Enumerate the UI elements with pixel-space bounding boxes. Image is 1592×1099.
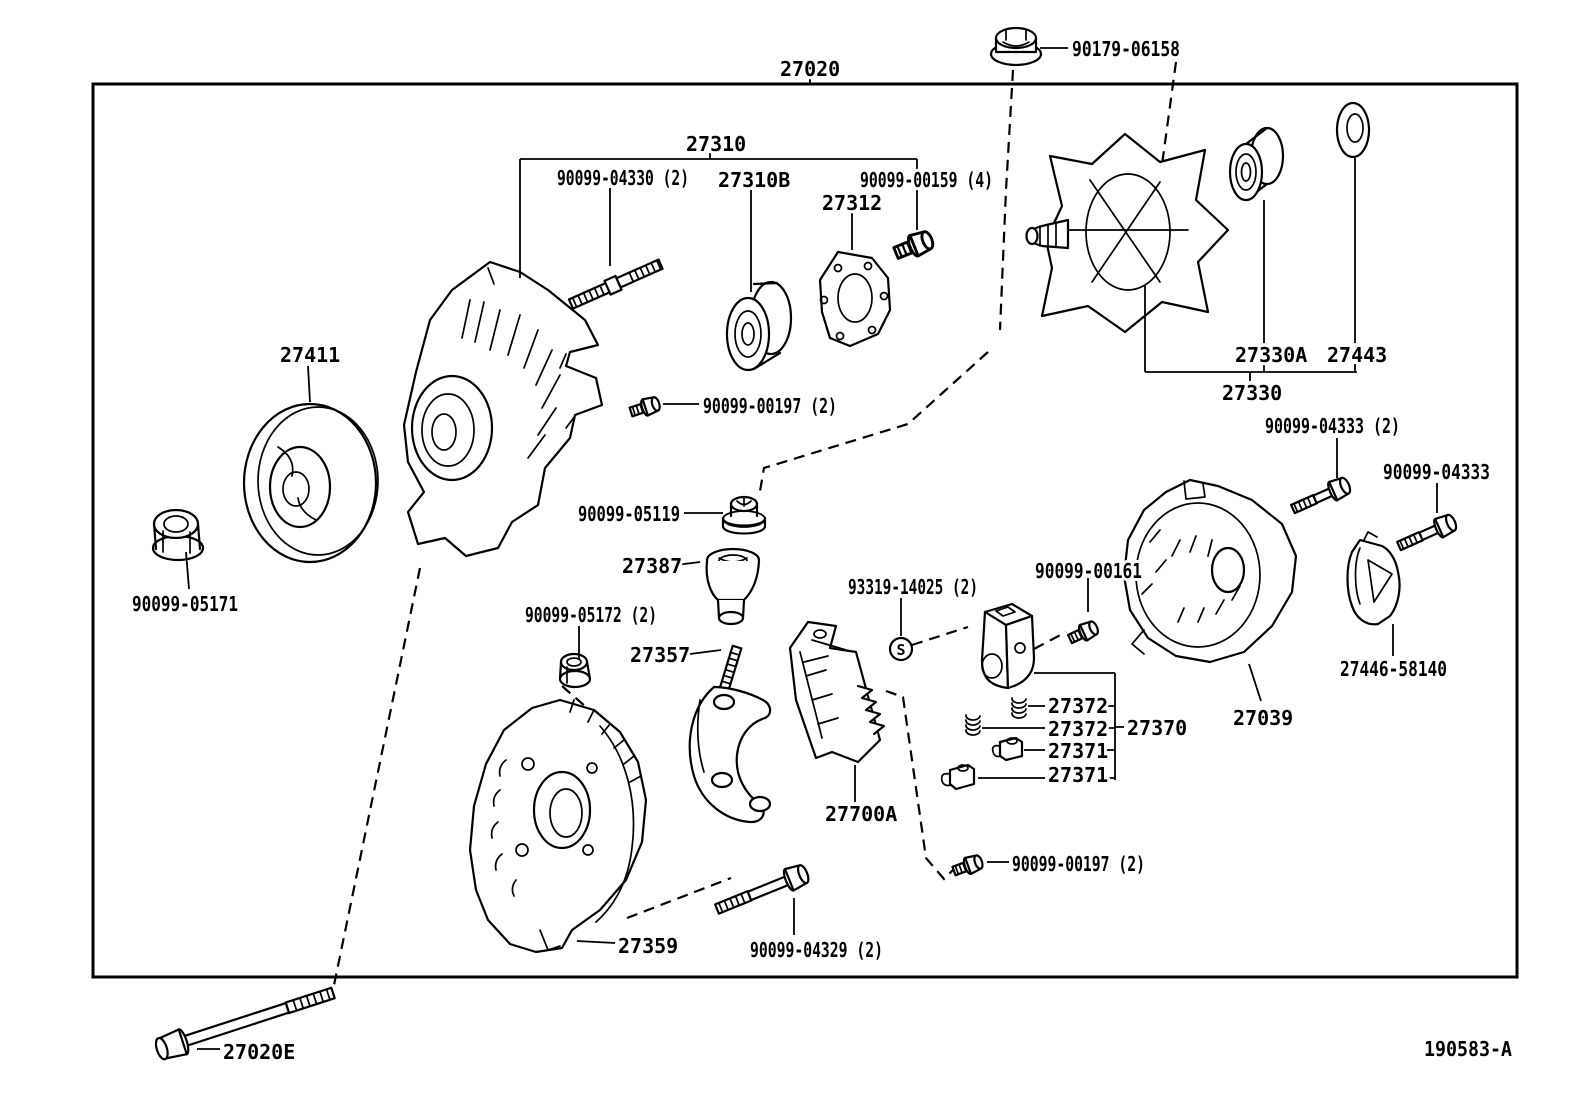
label-27310: 27310 — [686, 132, 747, 156]
terminal-27357 — [690, 646, 770, 822]
label-90099-04333: 90099-04333 — [1383, 460, 1490, 484]
washer-27443 — [1337, 103, 1369, 157]
bearing-27310b — [727, 282, 791, 370]
connector-block-27370 — [982, 604, 1034, 688]
label-27039: 27039 — [1233, 706, 1294, 730]
bolt-90099-00197-upper — [628, 395, 661, 420]
label-90099-05171: 90099-05171 — [132, 592, 238, 616]
spring-27372-a — [1012, 698, 1026, 718]
label-27411: 27411 — [280, 343, 341, 367]
grommet-90099-05119 — [723, 497, 765, 534]
spring-27372-b — [966, 715, 980, 735]
label-27020: 27020 — [780, 57, 841, 81]
label-27371-a: 27371 — [1048, 739, 1109, 763]
label-90099-04330: 90099-04330 (2) — [557, 166, 689, 190]
label-93319-14025: 93319-14025 (2) — [848, 575, 978, 599]
rectifier-27700a — [790, 622, 884, 762]
label-90099-04333-2: 90099-04333 (2) — [1265, 414, 1400, 438]
label-27020e: 27020E — [223, 1040, 296, 1064]
label-27372-a: 27372 — [1048, 694, 1109, 718]
label-90179-06158: 90179-06158 — [1072, 37, 1180, 61]
label-90099-00161: 90099-00161 — [1035, 559, 1142, 583]
bolt-90099-00197-lower — [951, 853, 985, 879]
label-90099-00197-lower: 90099-00197 (2) — [1012, 852, 1145, 876]
cover-27446-58140 — [1348, 532, 1400, 624]
nut-90099-05171 — [153, 510, 203, 560]
label-27370: 27370 — [1127, 716, 1188, 740]
label-27446-58140: 27446-58140 — [1340, 657, 1447, 681]
bolt-90099-00161 — [1066, 619, 1100, 647]
insulator-27387 — [707, 549, 759, 624]
label-27330a: 27330A — [1235, 343, 1308, 367]
label-90099-00159: 90099-00159 (4) — [860, 168, 993, 192]
s-mark-letter: S — [896, 641, 906, 659]
label-27359: 27359 — [618, 934, 679, 958]
rotor-27330 — [1027, 134, 1229, 332]
screw-symbol-93319 — [890, 638, 912, 660]
brush-27371-b — [942, 765, 974, 789]
label-27312: 27312 — [822, 191, 883, 215]
rear-housing-27039 — [1124, 480, 1296, 662]
label-90099-05172: 90099-05172 (2) — [525, 603, 657, 627]
label-27443: 27443 — [1327, 343, 1388, 367]
label-27387: 27387 — [622, 554, 683, 578]
label-90099-04329: 90099-04329 (2) — [750, 938, 883, 962]
label-27372-b: 27372 — [1048, 717, 1109, 741]
label-27371-b: 27371 — [1048, 763, 1109, 787]
wing-nut-90179 — [991, 28, 1041, 65]
label-27310b: 27310B — [718, 168, 791, 192]
bolt-90099-04333-a — [1289, 475, 1353, 518]
label-drawing-number: 190583-A — [1424, 1037, 1512, 1061]
label-90099-05119: 90099-05119 — [578, 502, 680, 526]
screw-90099-00159 — [892, 228, 936, 263]
rear-frame-27359 — [470, 700, 646, 952]
bolt-90099-04333-b — [1395, 512, 1459, 555]
label-27330: 27330 — [1222, 381, 1283, 405]
bolt-90099-04329 — [713, 862, 812, 920]
label-27357: 27357 — [630, 643, 691, 667]
stud-bolt-90099-04330 — [568, 257, 664, 311]
nut-90099-05172 — [560, 654, 590, 687]
label-27700a: 27700A — [825, 802, 898, 826]
label-90099-00197-upper: 90099-00197 (2) — [703, 394, 837, 418]
brush-27371-a — [993, 738, 1022, 760]
pulley-27411 — [244, 404, 378, 562]
bearing-27330a — [1230, 128, 1283, 200]
retainer-plate-27312 — [820, 252, 890, 346]
